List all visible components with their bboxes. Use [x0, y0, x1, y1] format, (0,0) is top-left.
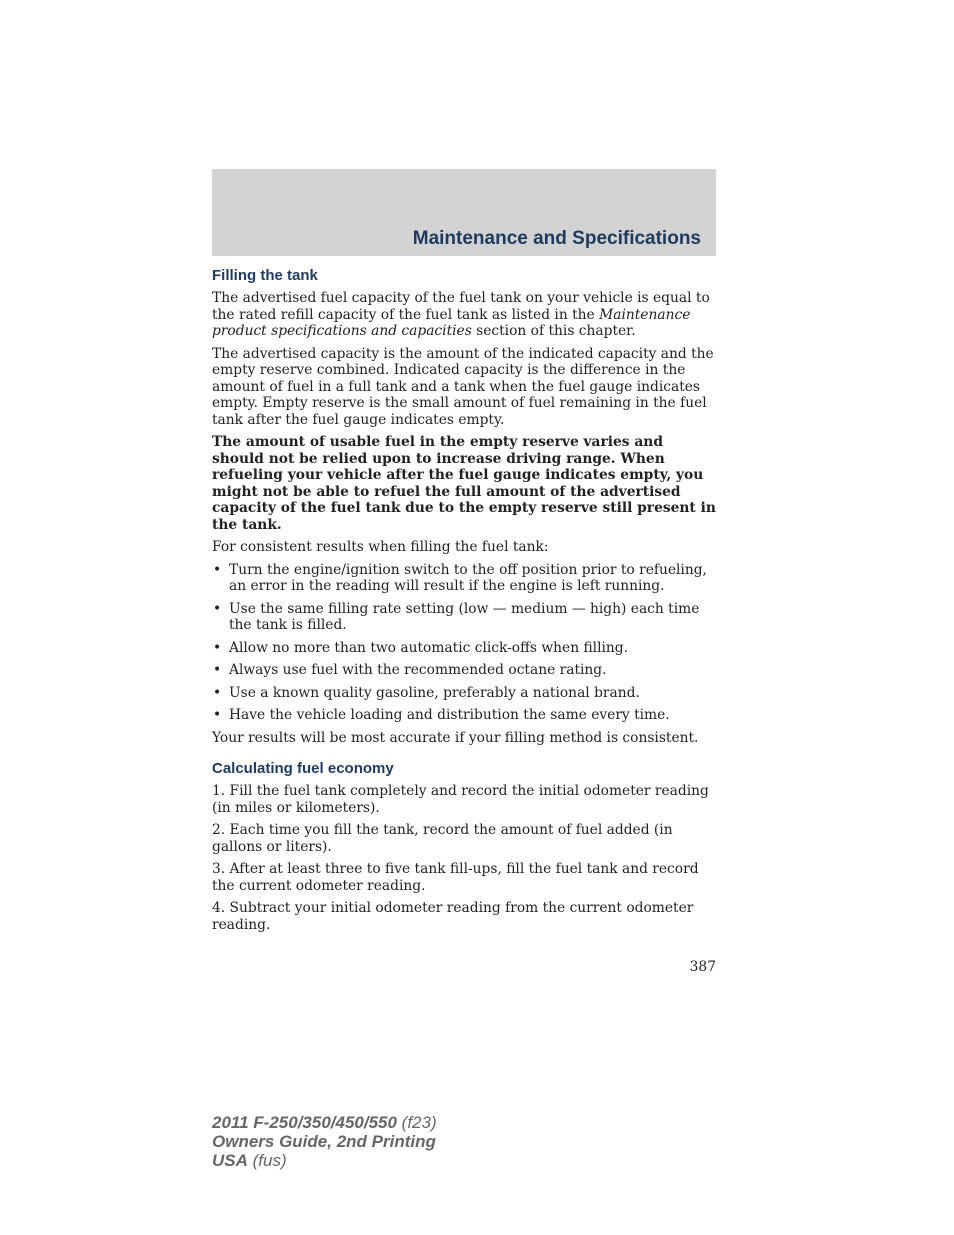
- list-item: • Use the same filling rate setting (low — medium — high) each time the tank is filled.: [212, 601, 716, 634]
- list-item: • Allow no more than two automatic click-offs when filling.: [212, 640, 716, 657]
- step-item: 4. Subtract your initial odometer reading from the current odometer reading.: [212, 900, 694, 933]
- filling-tips-list: [212, 562, 716, 724]
- step-item: 3. After at least three to five tank fill-ups, fill the fuel tank and record the current odometer reading.: [212, 861, 699, 894]
- footer-line-model: [212, 1113, 437, 1132]
- footer-line-market: [212, 1151, 437, 1170]
- page-content: [212, 267, 716, 939]
- italic-reference: Maintenance product specifications and capacities: [212, 306, 691, 339]
- paragraph-advertised-fuel-capacity: [212, 290, 716, 340]
- paragraph-results-accurate: Your results will be most accurate if your filling method is consistent.: [212, 729, 699, 746]
- list-item: • Turn the engine/ignition switch to the off position prior to refueling, an error in the reading will result if the engine is left running.: [212, 562, 716, 595]
- section-header-band: [212, 169, 716, 256]
- warning-paragraph: The amount of usable fuel in the empty reserve varies and should not be relied upon to increase driving range. When refueling your vehicle after the fuel gauge indicates empty, you might not be able to refuel the full amount of the advertised capacity of the fuel tank due to the empty reserve still present in the tank.: [212, 434, 716, 533]
- paragraph-text: section of this chapter.: [471, 323, 636, 339]
- footer-model: 2011 F-250/350/450/550: [212, 1113, 397, 1132]
- document-footer: [212, 1113, 437, 1170]
- footer-market: USA: [212, 1151, 248, 1170]
- step-item: 1. Fill the fuel tank completely and record the initial odometer reading (in miles or kilometers).: [212, 783, 709, 816]
- heading-filling-the-tank: Filling the tank: [212, 267, 318, 284]
- footer-model-code: (f23): [396, 1113, 437, 1132]
- paragraph-consistent-results: For consistent results when filling the fuel tank:: [212, 539, 549, 555]
- paragraph-text: The advertised fuel capacity of the fuel tank on your vehicle is equal to the rated refill capacity of the fuel tank as listed in the: [212, 290, 710, 323]
- list-item: • Always use fuel with the recommended octane rating.: [212, 662, 716, 679]
- footer-guide-title: Owners Guide, 2nd Printing: [212, 1132, 436, 1151]
- footer-line-guide: [212, 1132, 437, 1151]
- section-spacer: [212, 752, 716, 760]
- footer-market-code: (fus): [247, 1151, 287, 1170]
- list-item: • Use a known quality gasoline, preferably a national brand.: [212, 685, 716, 702]
- list-item: • Have the vehicle loading and distribution the same every time.: [212, 707, 716, 724]
- page-number: 387: [689, 959, 716, 975]
- section-title: Maintenance and Specifications: [412, 228, 701, 249]
- paragraph-advertised-capacity: The advertised capacity is the amount of the indicated capacity and the empty reserve combined. Indicated capacity is the difference in the amount of fuel in a full tank and a tank when the fuel gauge indicates empty. Empty reserve is the small amount of fuel remaining in the fuel tank after the fuel gauge indicates empty.: [212, 345, 714, 428]
- heading-calculating-fuel-economy: Calculating fuel economy: [212, 760, 394, 777]
- step-item: 2. Each time you fill the tank, record the amount of fuel added (in gallons or liters).: [212, 822, 673, 855]
